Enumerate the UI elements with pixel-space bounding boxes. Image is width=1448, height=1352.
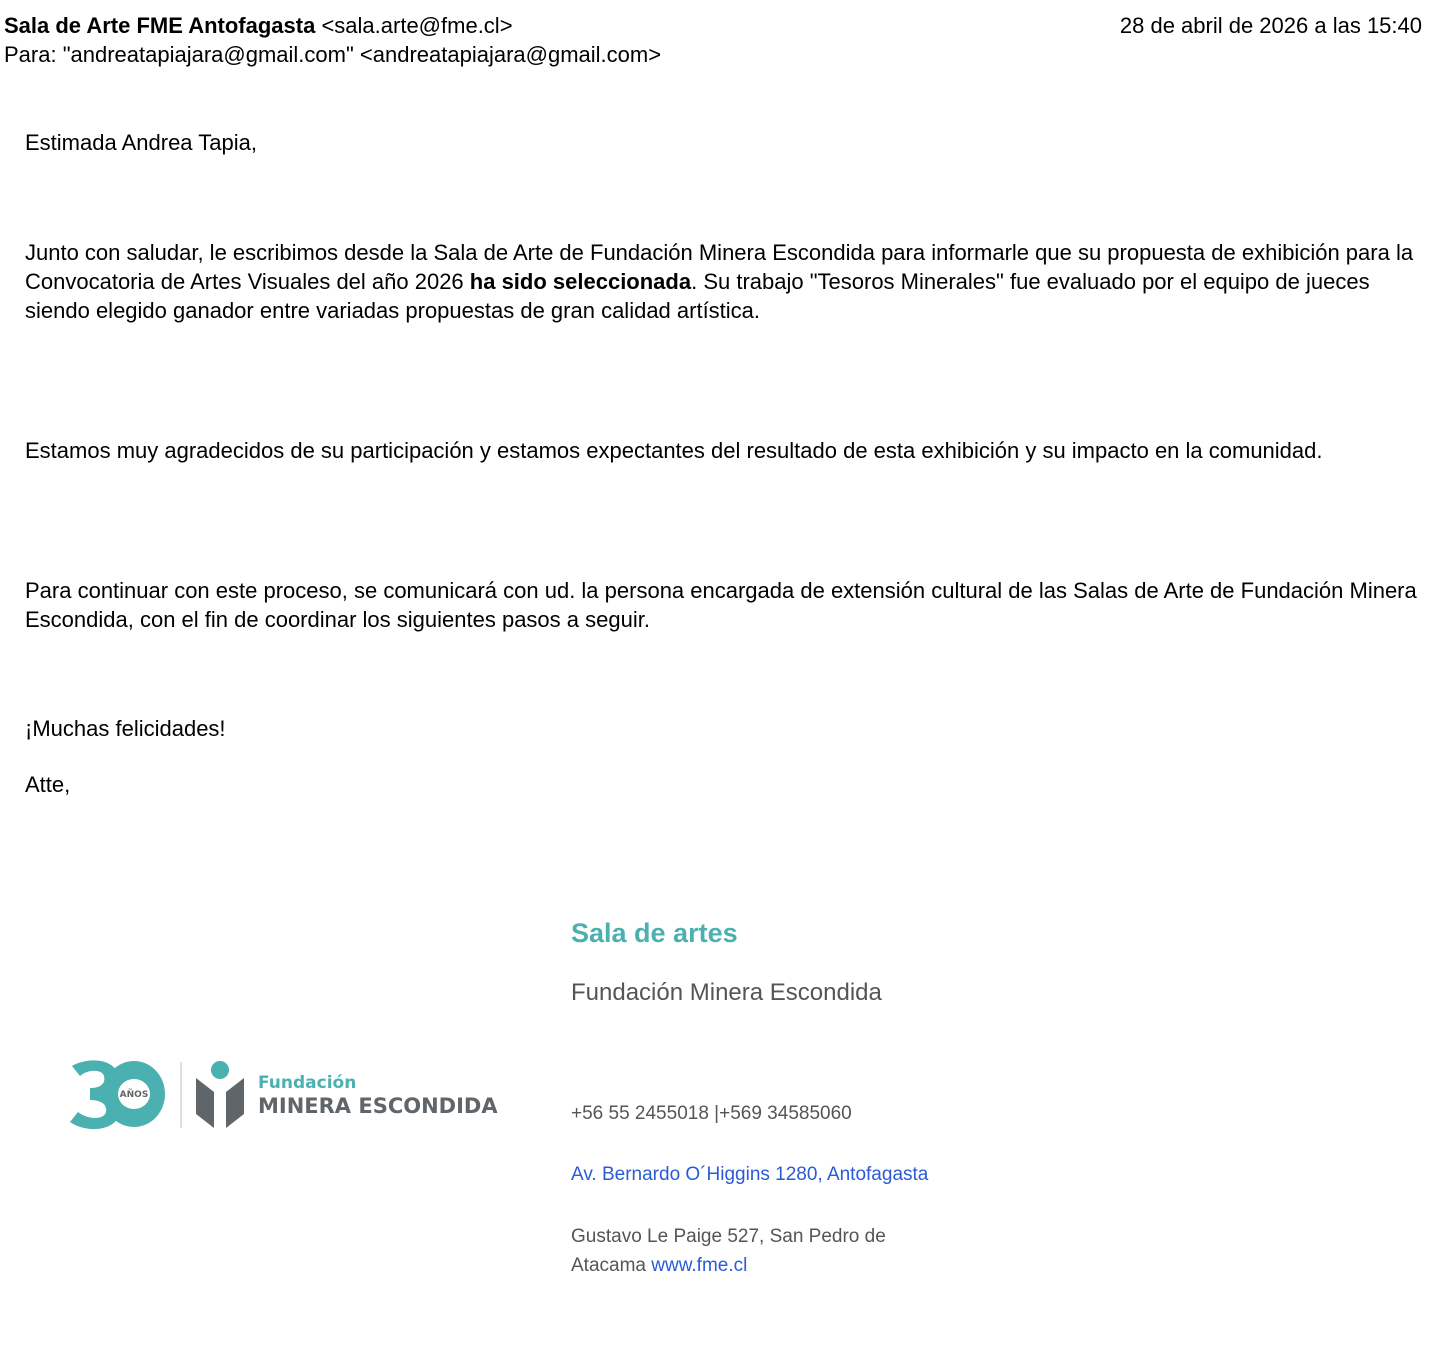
email-date: 28 de abril de 2026 a las 15:40 [1119, 13, 1422, 38]
signature-address-block [571, 1222, 931, 1280]
fme-emblem-icon [196, 1061, 244, 1128]
signature-title: Sala de artes [571, 918, 738, 948]
logo-anos-label: AÑOS [119, 1090, 149, 1100]
signature-phones[interactable]: +56 55 2455018 |+569 34585060 [571, 1103, 852, 1124]
address-san-pedro: Gustavo Le Paige 527, San Pedro de Atacama [571, 1226, 886, 1276]
sender-email[interactable]: <sala.arte@fme.cl> [321, 13, 513, 38]
intro-paragraph [25, 238, 1420, 325]
address-antofagasta-link[interactable]: Av. Bernardo O´Higgins 1280, Antofagasta [571, 1164, 929, 1185]
signature-organization: Fundación Minera Escondida [571, 979, 882, 1006]
website-link[interactable]: www.fme.cl [651, 1255, 748, 1276]
intro-text-end: . Su trabajo "Tesoros Minerales" fue evaluado por el equipo de jueces siendo elegido ganador entre variadas propuestas de gran calidad artística. [25, 269, 1370, 323]
fme-30-anos-logo [68, 1056, 518, 1132]
congrats-line: ¡Muchas felicidades! [25, 716, 226, 741]
intro-text-start: Junto con saludar, le escribimos desde la Sala de Arte de Fundación Minera Escondida para informarle que su propuesta de exhibición para la Convocatoria de Artes Visuales del año 2026 [25, 240, 1414, 294]
recipient-line[interactable]: Para: "andreatapiajara@gmail.com" <andreatapiajara@gmail.com> [4, 42, 662, 67]
intro-text-bold: ha sido seleccionada [469, 269, 692, 294]
logo-minera-escondida-text: MINERA ESCONDIDA [258, 1094, 498, 1118]
logo-fundacion-text: Fundación [258, 1073, 357, 1093]
sender-name[interactable]: Sala de Arte FME Antofagasta [4, 13, 316, 38]
greeting: Estimada Andrea Tapia, [25, 130, 257, 155]
next-steps-paragraph: Para continuar con este proceso, se comunicará con ud. la persona encargada de extensión cultural de las Salas de Arte de Fundación Minera Escondida, con el fin de coordinar los siguientes pasos a seguir. [25, 578, 1417, 632]
thanks-paragraph: Estamos muy agradecidos de su participación y estamos expectantes del resultado de esta exhibición y su impacto en la comunidad. [25, 438, 1323, 463]
sender-line [4, 13, 513, 39]
closing-line: Atte, [25, 772, 71, 797]
